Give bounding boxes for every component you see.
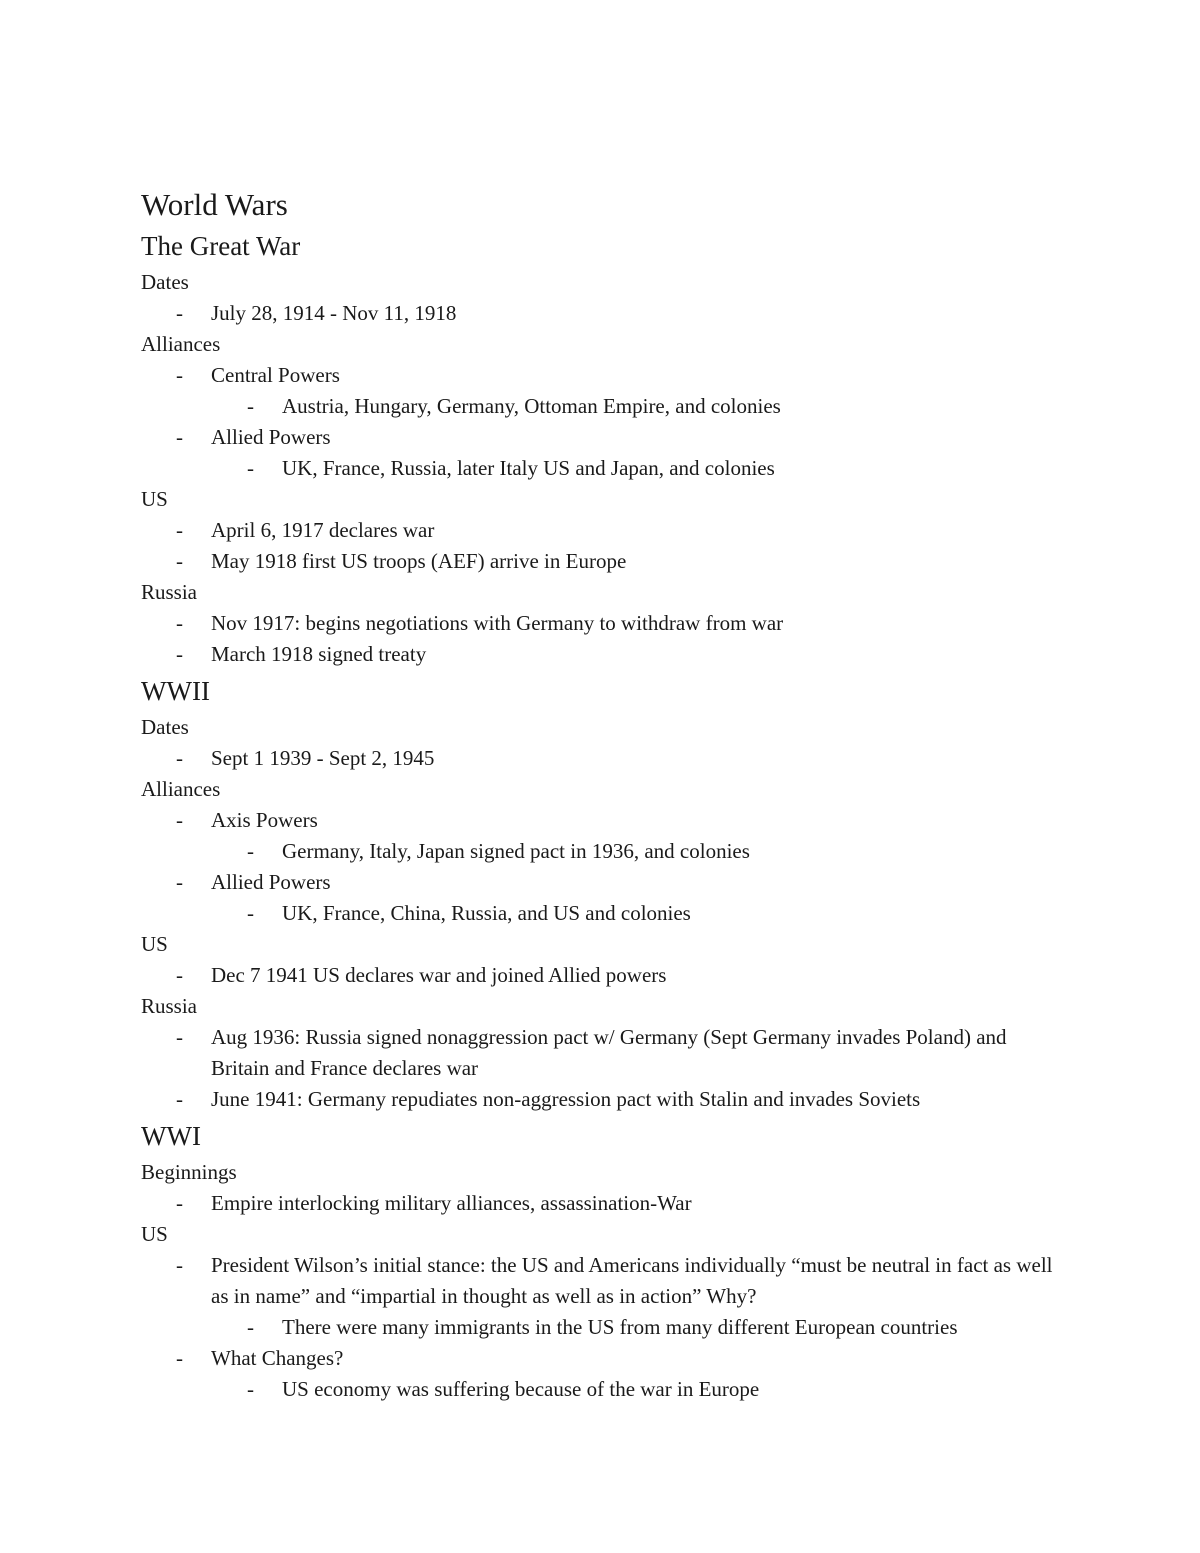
dash-bullet-marker: - (247, 394, 254, 418)
bullet-text: Empire interlocking military alliances, assassination-War (211, 1191, 692, 1215)
bullet-text: UK, France, Russia, later Italy US and Japan, and colonies (282, 456, 775, 480)
dash-bullet-marker: - (247, 456, 254, 480)
group-label: Dates (141, 270, 189, 294)
sub-bullet-item (141, 836, 1061, 867)
dash-bullet-marker: - (176, 1346, 183, 1370)
bullet-text: President Wilson’s initial stance: the US and Americans individually “must be neutral in fact as well as in name” and “impartial in thought as well as in action” Why? (211, 1253, 1053, 1308)
section-heading: WWII (141, 676, 210, 706)
dash-bullet-marker: - (176, 963, 183, 987)
dash-bullet-marker: - (176, 808, 183, 832)
bullet-text: May 1918 first US troops (AEF) arrive in Europe (211, 549, 627, 573)
bullet-item (141, 960, 1061, 991)
dash-bullet-marker: - (176, 746, 183, 770)
bullet-item (141, 743, 1061, 774)
document-sections (141, 225, 1061, 1405)
sub-bullet-item (141, 1312, 1061, 1343)
dash-bullet-marker: - (247, 1315, 254, 1339)
bullet-text: US economy was suffering because of the war in Europe (282, 1377, 760, 1401)
bullet-text: Aug 1936: Russia signed nonaggression pact w/ Germany (Sept Germany invades Poland) and Britain and France declares war (211, 1025, 1007, 1080)
bullet-text: April 6, 1917 declares war (211, 518, 435, 542)
bullet-item (141, 298, 1061, 329)
dash-bullet-marker: - (176, 611, 183, 635)
bullet-text: Dec 7 1941 US declares war and joined Allied powers (211, 963, 667, 987)
dash-bullet-marker: - (176, 1087, 183, 1111)
bullet-item (141, 1343, 1061, 1374)
bullet-item (141, 546, 1061, 577)
section (141, 1115, 1061, 1405)
bullet-item (141, 639, 1061, 670)
bullet-item (141, 1250, 1061, 1312)
bullet-item (141, 515, 1061, 546)
group-label: Russia (141, 994, 198, 1018)
bullet-text: UK, France, China, Russia, and US and colonies (282, 901, 691, 925)
bullet-text: Germany, Italy, Japan signed pact in 1936, and colonies (282, 839, 750, 863)
dash-bullet-marker: - (247, 901, 254, 925)
dash-bullet-marker: - (176, 1191, 183, 1215)
group-label: Russia (141, 580, 198, 604)
dash-bullet-marker: - (176, 301, 183, 325)
dash-bullet-marker: - (176, 549, 183, 573)
bullet-text: Allied Powers (211, 425, 331, 449)
bullet-text: Sept 1 1939 - Sept 2, 1945 (211, 746, 435, 770)
section-heading: WWI (141, 1121, 201, 1151)
section-heading: The Great War (141, 231, 301, 261)
bullet-text: June 1941: Germany repudiates non-aggression pact with Stalin and invades Soviets (211, 1087, 921, 1111)
bullet-item (141, 805, 1061, 836)
bullet-item (141, 608, 1061, 639)
dash-bullet-marker: - (176, 642, 183, 666)
dash-bullet-marker: - (247, 1377, 254, 1401)
group-label: US (141, 1222, 168, 1246)
section (141, 225, 1061, 670)
bullet-text: Austria, Hungary, Germany, Ottoman Empire, and colonies (282, 394, 781, 418)
bullet-text: Nov 1917: begins negotiations with Germany to withdraw from war (211, 611, 784, 635)
sub-bullet-item (141, 1374, 1061, 1405)
bullet-item (141, 422, 1061, 453)
bullet-item (141, 1022, 1061, 1084)
sub-bullet-item (141, 453, 1061, 484)
group-label: Alliances (141, 332, 221, 356)
bullet-text: March 1918 signed treaty (211, 642, 427, 666)
section (141, 670, 1061, 1115)
bullet-text: There were many immigrants in the US from many different European countries (282, 1315, 958, 1339)
dash-bullet-marker: - (176, 1025, 183, 1049)
group-label: US (141, 932, 168, 956)
sub-bullet-item (141, 898, 1061, 929)
dash-bullet-marker: - (176, 1253, 183, 1277)
document-page (141, 184, 1061, 1405)
bullet-item (141, 1084, 1061, 1115)
group-label: Beginnings (141, 1160, 237, 1184)
group-label: US (141, 487, 168, 511)
sub-bullet-item (141, 391, 1061, 422)
bullet-item (141, 1188, 1061, 1219)
bullet-item (141, 867, 1061, 898)
bullet-text: Allied Powers (211, 870, 331, 894)
dash-bullet-marker: - (176, 870, 183, 894)
bullet-text: Axis Powers (211, 808, 318, 832)
document-title: World Wars (141, 187, 288, 222)
dash-bullet-marker: - (176, 518, 183, 542)
group-label: Dates (141, 715, 189, 739)
bullet-text: What Changes? (211, 1346, 344, 1370)
bullet-item (141, 360, 1061, 391)
dash-bullet-marker: - (176, 425, 183, 449)
dash-bullet-marker: - (176, 363, 183, 387)
bullet-text: July 28, 1914 - Nov 11, 1918 (211, 301, 457, 325)
group-label: Alliances (141, 777, 221, 801)
bullet-text: Central Powers (211, 363, 340, 387)
dash-bullet-marker: - (247, 839, 254, 863)
